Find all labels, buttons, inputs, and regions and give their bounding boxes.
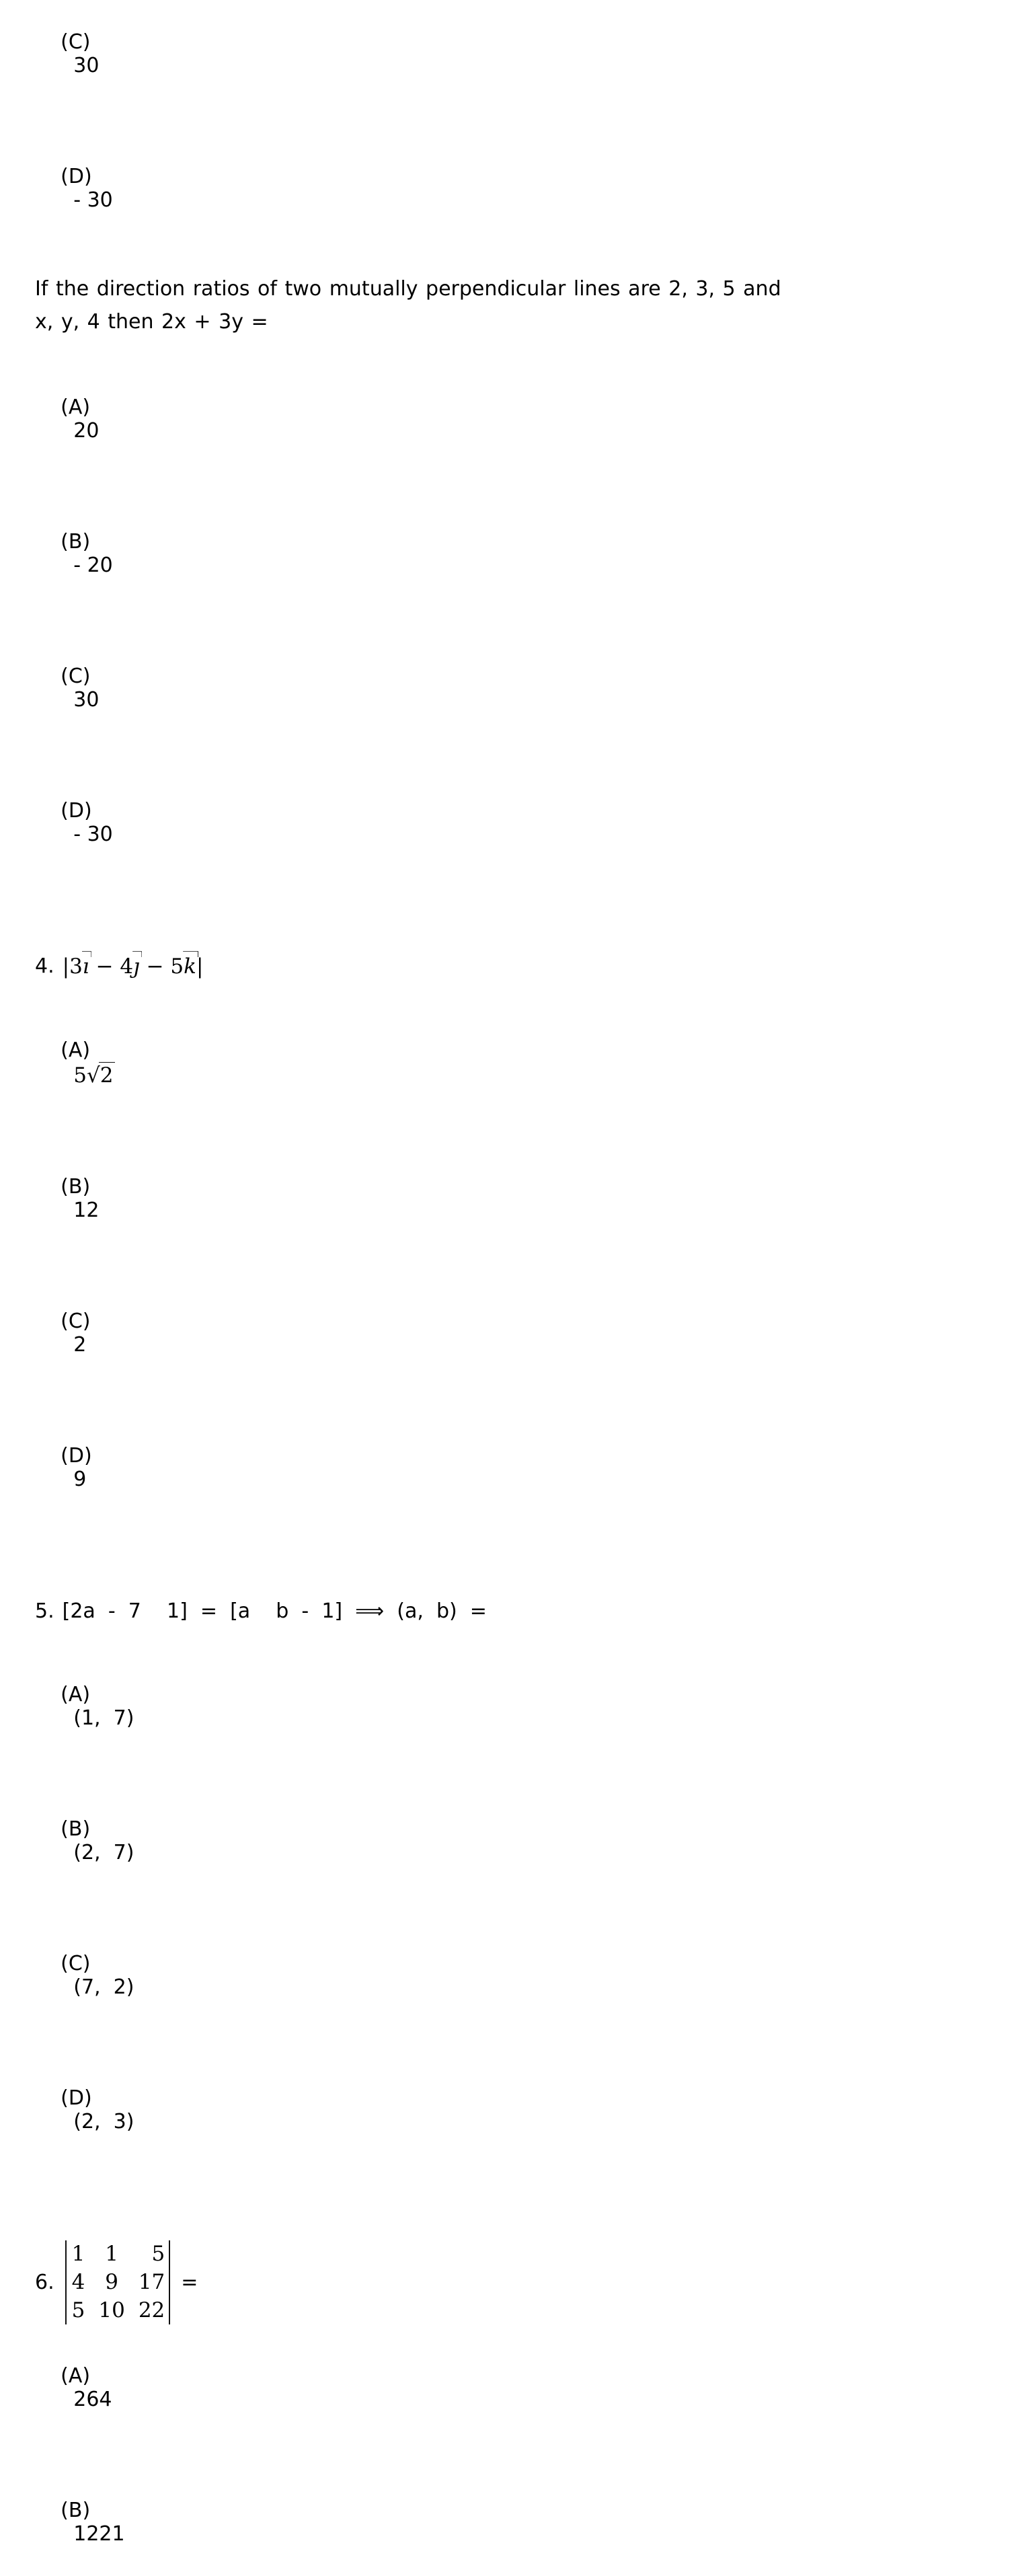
matrix-cell: 5 bbox=[151, 2242, 165, 2267]
question-number: 5. bbox=[35, 1599, 54, 1624]
matrix-row bbox=[68, 2269, 168, 2297]
spacer bbox=[35, 242, 972, 269]
question-5-statement: [2a - 7 1] = [a b - 1] ⟹ (a, b) = bbox=[62, 1599, 487, 1624]
option-row bbox=[35, 769, 972, 876]
option-row bbox=[35, 1008, 972, 1118]
radicand: 2 bbox=[99, 1062, 116, 1088]
option-row bbox=[35, 2056, 972, 2164]
spacer bbox=[35, 1252, 972, 1279]
matrix-cell: 10 bbox=[98, 2298, 125, 2322]
option-value: (7, 2) bbox=[73, 1975, 134, 2000]
spacer bbox=[35, 742, 972, 769]
i-hat-vector: ı bbox=[82, 954, 89, 979]
option-value: 30 bbox=[73, 54, 100, 77]
determinant-matrix bbox=[68, 2240, 168, 2324]
option-label: (C) bbox=[61, 1952, 91, 1976]
question-paragraph bbox=[35, 269, 972, 338]
option-label: (B) bbox=[61, 2499, 91, 2523]
option-label: (C) bbox=[61, 1310, 91, 1334]
determinant-left-bar bbox=[65, 2240, 67, 2324]
option-value: 30 bbox=[73, 688, 100, 712]
option-label: (B) bbox=[61, 1817, 91, 1842]
matrix-cell: 1 bbox=[71, 2242, 85, 2267]
matrix-row bbox=[68, 2297, 168, 2325]
option-value: 2 bbox=[73, 1333, 87, 1357]
question-number: 6. bbox=[35, 2271, 54, 2295]
option-label: (B) bbox=[61, 530, 91, 554]
expr-close: | bbox=[196, 954, 204, 979]
option-value: (2, 3) bbox=[73, 2110, 134, 2134]
question-number: 4. bbox=[35, 954, 54, 979]
spacer bbox=[35, 876, 972, 950]
option-label: (A) bbox=[61, 1038, 91, 1063]
question-line-1: If the direction ratios of two mutually perpendicular lines are 2, 3, 5 and bbox=[35, 277, 781, 301]
option-value: - 30 bbox=[73, 823, 113, 847]
option-row bbox=[35, 1414, 972, 1521]
option-label: (C) bbox=[61, 30, 91, 54]
spacer bbox=[35, 1760, 972, 1787]
option-label: (B) bbox=[61, 1175, 91, 1199]
question-5 bbox=[35, 1595, 972, 1626]
option-label: (A) bbox=[61, 2364, 91, 2388]
expr-minus-2: − 5 bbox=[139, 954, 184, 979]
option-label: (D) bbox=[61, 165, 92, 188]
option-value: 20 bbox=[73, 419, 100, 443]
option-value bbox=[73, 1062, 115, 1088]
spacer bbox=[35, 1387, 972, 1414]
option-label: (D) bbox=[61, 2086, 92, 2111]
spacer bbox=[35, 2324, 972, 2334]
radical-sign: √ bbox=[86, 1063, 100, 1088]
question-4 bbox=[35, 950, 972, 981]
expr-open: |3 bbox=[62, 954, 83, 979]
spacer bbox=[35, 108, 972, 135]
option-value: 1221 bbox=[73, 2522, 125, 2546]
determinant bbox=[64, 2240, 172, 2324]
equals-sign: = bbox=[181, 2271, 198, 2295]
spacer bbox=[35, 981, 972, 1008]
option-row bbox=[35, 634, 972, 742]
option-row bbox=[35, 1922, 972, 2029]
spacer bbox=[35, 1118, 972, 1145]
spacer bbox=[35, 1895, 972, 1922]
expr-minus-1: − 4 bbox=[89, 954, 134, 979]
option-row bbox=[35, 135, 972, 242]
matrix-row bbox=[68, 2240, 168, 2269]
option-value: (1, 7) bbox=[73, 1706, 134, 1731]
question-4-expression bbox=[63, 954, 204, 979]
j-hat-vector: ȷ bbox=[133, 954, 140, 979]
option-value: 12 bbox=[73, 1199, 100, 1223]
option-label: (D) bbox=[61, 1444, 92, 1468]
option-row bbox=[35, 365, 972, 473]
option-value: - 30 bbox=[73, 188, 113, 212]
matrix-cell: 1 bbox=[105, 2242, 118, 2267]
matrix-cell: 4 bbox=[71, 2269, 85, 2294]
option-row bbox=[35, 1787, 972, 1895]
spacer bbox=[35, 338, 972, 365]
option-label: (C) bbox=[61, 665, 91, 689]
option-value: 264 bbox=[73, 2388, 112, 2412]
option-row bbox=[35, 1279, 972, 1387]
spacer bbox=[35, 473, 972, 500]
spacer bbox=[35, 2029, 972, 2056]
spacer bbox=[35, 2441, 972, 2468]
option-row bbox=[35, 0, 972, 108]
question-line-2: x, y, 4 then 2x + 3y = bbox=[35, 309, 268, 334]
question-6 bbox=[35, 2238, 972, 2324]
matrix-cell: 17 bbox=[138, 2269, 165, 2294]
option-row bbox=[35, 500, 972, 607]
k-hat-vector: k bbox=[184, 954, 196, 979]
option-coefficient: 5 bbox=[73, 1063, 87, 1088]
spacer bbox=[35, 2164, 972, 2238]
spacer bbox=[35, 1521, 972, 1595]
option-label: (D) bbox=[61, 799, 92, 823]
option-row bbox=[35, 2334, 972, 2441]
option-label: (A) bbox=[61, 1683, 91, 1707]
spacer bbox=[35, 1626, 972, 1653]
option-value: - 20 bbox=[73, 554, 113, 578]
option-row bbox=[35, 1653, 972, 1760]
determinant-right-bar bbox=[169, 2240, 170, 2324]
matrix-cell: 22 bbox=[138, 2298, 165, 2322]
option-label: (A) bbox=[61, 395, 91, 420]
option-value: (2, 7) bbox=[73, 1841, 134, 1865]
matrix-cell: 5 bbox=[71, 2298, 85, 2322]
option-value: 9 bbox=[73, 1468, 87, 1492]
spacer bbox=[35, 607, 972, 634]
option-row bbox=[35, 2468, 972, 2576]
matrix-cell: 9 bbox=[105, 2269, 118, 2294]
option-row bbox=[35, 1145, 972, 1252]
